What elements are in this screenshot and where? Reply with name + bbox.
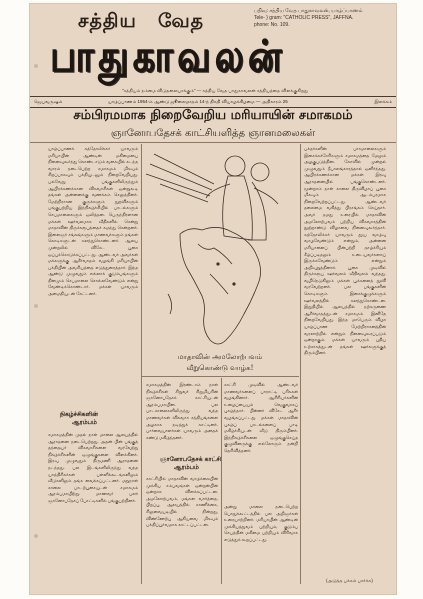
section-heading-line: நிகழ்ச்சிகளின் [60, 411, 98, 418]
caption-line: மாதாவின் அமலோற்பவம் [177, 353, 263, 361]
middle-right-article-2: அன்று மாலை நடைபெற்ற பொதுக்கூட்டத்தில் பல அறிஞர்கள் உரையாற்றினர். மரியாயின் ஆண்டின் முக்கியத்துவம் பற்றியும், குடும்ப செபத்தின் மகிமை பற்றியும் விரிவாக எடுத்துக் கூறப்பட்டது. [224, 504, 298, 542]
contact-info [254, 8, 394, 29]
middle-section-heading [160, 456, 221, 472]
main-headline: சம்பிரமமாக நிறைவேறிய மரியாயின் சமாகமம் [73, 108, 353, 123]
middle-left-article: சமாகமத்தின் இரண்டாம் நாள் நிகழ்ச்சிகள் சிறுவர் சிறுமியரின் ஞானோபதேசக் காட்சியுடன் ஆரம்பமாயின. பல பாடசாலைகளிலிருந்து வந்த மாணவர்கள் விசுவாச சத்தியங்களை அழகாக நடித்துக் காட்டினர். பார்வையாளர்கள் யாவரும் அதைக் கண்டு மகிழ்ந்தனர். [146, 382, 218, 440]
middle-right-article: காட்சி முடிவில் ஆண்டவர் மாணவர்களைப் பாராட்டி பரிசுகள் வழங்கினார். ஆசிரியர்களின் உழைப்பையும் வெகுவாகப் புகழ்ந்தார். பின்னர் விசேட ஆசீர் வழங்கப்பட்டது. மக்கள் மாதாவின் புகழ்ப் பாடல்களைப் பாடி மகிழ்ச்சியுடன் வீடு திரும்பினர். இந்நிகழ்ச்சிகளை ஒழுங்குசெய்த குழுவினருக்கு எல்லோரும் நன்றி தெரிவித்தனர். [224, 382, 298, 453]
divider [30, 142, 396, 143]
illustration-caption [142, 352, 298, 374]
dateline-center: யாழ்ப்பாணம் 1954-ம் ஆண்டு ஜூலைமாதம் 14-ந் திகதி வியாழக்கிழமை — அதிகாரம் 25 [108, 99, 288, 104]
contact-line: phone: No. 109. [254, 22, 290, 28]
dateline [30, 96, 396, 108]
masthead [30, 4, 396, 100]
binding-hole [34, 304, 38, 308]
left-section-heading [60, 411, 98, 427]
left-column-article-2: சமாகமத்தின் முதல் நாள் மாலை ஆலயத்தில் ஆராதனை நடைபெற்றது. அதன் பின் பங்குத் தந்தையர் விசுவாசிகளை வரவேற்று நிகழ்ச்சிகளின் ஒழுங்குகளை விளக்கினர். இரவு முழுவதும் திருமணி ஆராதனை நடந்தது. பல இடங்களிலிருந்து வந்த யாத்திரிகர்கள் பள்ளிக்கூடங்களிலும் வீடுகளிலும் தங்க வைக்கப்பட்டனர். மறுநாள் காலை பாடற்பூசையுடன் சமாகமம் ஆரம்பமாயிற்று. மாணவர் பலர் ஞானோபதேசப் போட்டிகளில் பங்குபற்றினர். [48, 432, 138, 503]
newspaper-page [30, 4, 396, 594]
section-heading-line: ஞானோபதேசக் காட்சி [160, 456, 222, 463]
caption-line: வீறுகொண்டு வாழ்க! [186, 364, 254, 372]
sub-headline: ஞானோபதேசக் காட்சியளித்த ஞானமலைகள் [110, 128, 316, 139]
left-column-article: யாழ்ப்பாணக் கத்தோலிக்கர் யாவரும் மரியாயின் ஆண்டின் மகிமையை நினைவுகூர்ந்து கொண்டாடும் வகையில் கடந்த வாரம் நடைபெற்ற சமாகமம் மிகவும் சிறப்பாகவும் பக்தியுடனும் நிறைவேறியது. பல்வேறு பங்குகளிலிருந்தும் ஆயிரக்கணக்கான விசுவாசிகள் ஒன்றுகூடி தங்கள் அன்னைக்கு வணக்கம் செலுத்தினர். மேற்றிராசன குருக்களும் துறவிகளும் பங்குபற்றிய இந்நிகழ்ச்சியில் பாடல்களும் செபமாலைகளும் ஒலித்தன. பெருந்திரளான மக்கள் ஊர்வலமாக வீதிகளில் சென்று மாதாவின் திருச்சுரூபத்தைச் சுமந்து சென்றனர். இளைஞர் சங்கங்களும் மாணவர்களும் தங்கள் கொடிகளுடன் கலந்துகொண்டனர். ஆலய முன்றலில் விசேட பூசை ஒப்புக்கொடுக்கப்பட்டது. ஆண்டவர் அவர்கள் மக்களுக்கு ஆசீர்வாதம் வழங்கி மரியாயின் பக்தியின் அவசியத்தை எடுத்துரைத்தார். இந்த ஆண்டு முழுவதும் எல்லாக் குடும்பங்களும் தினமும் செபமாலை சொல்லவேண்டும் என்று வேண்டிக்கொண்டார். மக்கள் யாவரும் அமைதியுடன் கேட்டனர். [48, 146, 138, 297]
virgin-mary-illustration [140, 144, 298, 352]
masthead-subtitle-right: வேத [158, 10, 205, 32]
continued-note: (அடுத்த பக்கம் பார்க்க) [326, 578, 373, 583]
binding-hole [34, 534, 38, 538]
column-rule [221, 378, 222, 584]
right-column-article: பக்தர்களின் பாசமாலைகளும் இசைக்கச்சேரிகளும் சமாகமத்தை மேலும் அழகுபடுத்தின. கோவில் முன்றல் முழுவதும் தீபாலங்காரத்தால் ஒளிர்ந்தது. ஆயிரக்கணக்கான மக்கள் இரவு ஆராதனையில் பங்குகொண்டனர். மூன்றாம் நாள் காலை திருவிழாப் பூசை மிகவும் ஆடம்பரமாக நிறைவேற்றப்பட்டது. ஆண்டவர் தலைமை வகித்து பிரசங்கம் செய்தார். அவர் தமது உரையில் மாதாவின் அமலோற்பவம் பற்றிய விசுவாசத்தின் நூற்றாண்டு விழாவை நினைவுகூர்ந்தார். கத்தோலிக்கர் யாவரும் தூய வாழ்வு வாழவேண்டும் என்றும், அன்னை மரியாளைப் பின்பற்றி தாழ்ச்சியும் கீழ்ப்படிதலும் உடையவர்களாய் இருக்கவேண்டும் என்றும் அறிவுறுத்தினார். பூசை முடிவில் திருச்சுரூப ஊர்வலம் வீதிவலம் வந்தது. வழிநெடுகிலும் மக்கள் பூக்களைத் தூவி வரவேற்றனர். பல பங்குகளின் கொடிகளும் இசைக்குழுக்களும் ஊர்வலத்தில் கலந்துகொண்டன. இறுதியில் ஆலயத்தில் நற்கருணை ஆசீர்வாதத்துடன் சமாகமம் இனிதே நிறைவேறியது. இந்த மாபெரும் விழா யாழ்ப்பாண மேற்றிராசனத்தின் வரலாற்றில் என்றும் நினைவுகூரப்படும் ஒன்றாகும். மக்கள் யாவரும் புதிய உற்சாகத்துடன் தங்கள் ஊர்களுக்குத் திரும்பினர். [304, 146, 386, 356]
section-heading-line: ஆரம்பம் [174, 464, 199, 471]
dateline-left: ஜெயவருஷம் [34, 99, 63, 104]
divider [142, 376, 299, 377]
section-heading-line: ஆரம்பம் [72, 419, 97, 426]
column-rule [300, 144, 301, 584]
masthead-subtitle-left: சத்திய [78, 10, 137, 32]
contact-line: Tele- } gram: "CATHOLIC PRESS", JAFFNA. [254, 15, 354, 21]
masthead-motto: "சத்தியம் நம்மை விடுதலையாக்கும்" — சத்திய வேத பாதுகாவலன் சத்தியத்தை விளக்குகிறது [122, 88, 308, 93]
contact-line: பதிவு: சத்திய வேத பாதுகாவலன், யாழ்ப்பாணம் [254, 8, 363, 14]
dateline-right: இலக்கம் [374, 99, 392, 104]
middle-left-article-2: காட்சியில் மாதாவின் வாழ்க்கையின் முக்கிய சம்பவங்கள் ஒன்றன்பின் ஒன்றாக விளக்கப்பட்டன. அமலோற்பவம், மங்கள வார்த்தை, பிறப்பு, ஆலயத்தில் காணிக்கை, சிலுவையடியில் நின்றது, விண்ணேற்பு ஆகியவை மிகவும் பக்திப்பூர்வமாக காட்டப்பட்டன. [146, 476, 218, 528]
masthead-title: பாதுகாவலன் [50, 31, 286, 82]
